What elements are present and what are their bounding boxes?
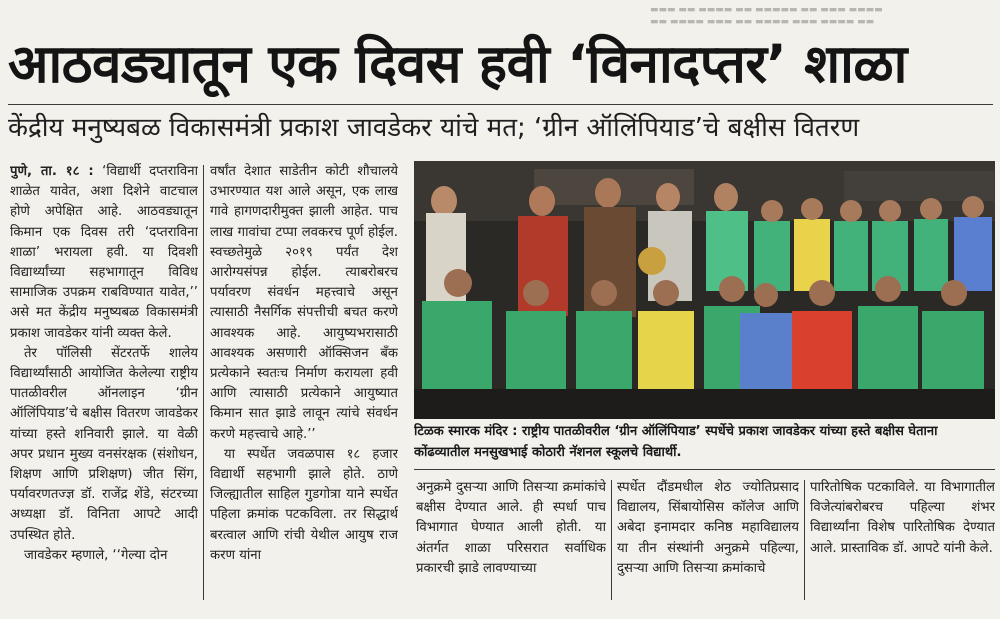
divider [414, 469, 995, 470]
article-column-3 [416, 478, 606, 602]
column-rule [611, 480, 612, 600]
paragraph: पारितोषिक पटकाविले. या विभागातील विजेत्यांबरोबरच पहिल्या शंभर विद्यार्थ्यांना विशेष पारितोषिक देण्यात आले. प्रास्ताविक डॉ. आपटे यांनी केले. [810, 480, 995, 556]
divider [8, 104, 993, 105]
paragraph: वर्षांत देशात साडेतीन कोटी शौचालये उभारण्यात यश आले असून, एक लाख गावे हागणदारीमुक्त झाली आहेत. पाच लाख गावांचा टप्पा लवकरच पूर्ण होईल. स्वच्छतेमुळे २०१९ पर्यंत देश आरोग्यसंपन्न होईल. त्याबरोबरच पर्यावरण संवर्धन महत्त्वाचे असून त्यासाठी नैसर्गिक संपत्तीची बचत करणे आवश्यक आहे. आयुष्यभरासाठी आवश्यक असणारी ऑक्सिजन बँक प्रत्येकाने स्वतःच निर्माण करायला हवी आणि त्यासाठी प्रत्येकाने आयुष्यात किमान सात झाडे लावून त्यांचे संवर्धन करणे महत्त्वाचे आहे.’’ [210, 164, 398, 442]
caption-text: राष्ट्रीय पातळीवरील ‘ग्रीन ऑलिंपियाड’ स्पर्धेचे प्रकाश जावडेकर यांच्या हस्ते बक्षीस घेताना कोंढव्यातील मनसुखभाई कोठारी नॅशनल स्कूलचे विद्यार्थी. [414, 424, 938, 460]
subheadline: केंद्रीय मनुष्यबळ विकासमंत्री प्रकाश जावडेकर यांचे मत; ‘ग्रीन ऑलिंपियाड’चे बक्षीस वितरण [8, 113, 860, 143]
article-column-1 [10, 162, 198, 602]
paragraph: स्पर्धेत दौंडमधील शेठ ज्योतिप्रसाद विद्यालय, सिंबायोसिस कॉलेज आणि अबेदा इनामदार कनिष्ठ महाविद्यालय या तीन संस्थांनी अनुक्रमे पहिल्या, दुसऱ्या आणि तिसऱ्या क्रमांकाचे [617, 480, 799, 576]
dateline: पुणे, ता. १८ : [10, 164, 94, 179]
paragraph: अनुक्रमे दुसऱ्या आणि तिसऱ्या क्रमांकांचे बक्षीस देण्यात आले. ही स्पर्धा पाच विभागात घेण्यात आली होती. या अंतर्गत शाळा परिसरात सर्वाधिक प्रकारची झाडे लावण्याच्या [416, 480, 606, 576]
article-column-5 [810, 478, 995, 602]
article-column-4 [617, 478, 799, 602]
headline: आठवड्यातून एक दिवस हवी ‘विनादप्तर’ शाळा [8, 34, 907, 95]
caption-label: टिळक स्मारक मंदिर : [414, 424, 518, 439]
column-rule [203, 165, 204, 600]
article-column-2 [210, 162, 398, 602]
paragraph: ‘विद्यार्थी दप्तराविना शाळेत यावेत, अशा दिशेने वाटचाल होणे अपेक्षित आहे. आठवड्यातून किमान एक दिवस तरी ‘दप्तराविना शाळा’ भरायला हवी. या दिवशी विद्यार्थ्यांच्या सहभागातून विविध सामाजिक उपक्रम राबविण्यात यावेत,’’ असे मत केंद्रीय मनुष्यबळ विकासमंत्री प्रकाश जावडेकर यांनी व्यक्त केले. [10, 164, 198, 341]
paragraph: तेर पॉलिसी सेंटरतर्फे शालेय विद्यार्थ्यांसाठी आयोजित केलेल्या राष्ट्रीय पातळीवरील ऑनलाइन ‘ग्रीन ऑलिंपियाड’चे बक्षीस वितरण जावडेकर यांच्या हस्ते शनिवारी झाले. या वेळी अपर प्रधान मुख्य वनसंरक्षक (संशोधन, शिक्षण आणि प्रशिक्षण) जीत सिंग, पर्यावरणतज्ज्ञ डॉ. राजेंद्र शेंडे, संटरच्या अध्यक्षा डॉ. विनिता आपटे आदी उपस्थित होते. [10, 345, 198, 543]
paragraph: या स्पर्धेत जवळपास १८ हजार विद्यार्थी सहभागी झाले होते. ठाणे जिल्ह्यातील साहिल गुडगोत्रा याने स्पर्धेत पहिला क्रमांक पटकविला. तर सिद्धार्थ बरत्वाल आणि रांची येथील आयुष राज करण यांना [210, 446, 398, 563]
event-photo [414, 161, 995, 419]
adjacent-article-bleed: ▬▬▬ ▬▬ ▬▬▬▬ ▬▬ ▬▬▬▬▬ ▬▬ ▬▬▬ ▬▬▬▬ ▬▬ ▬▬▬▬ ▬▬▬ ▬▬ ▬▬▬▬ ▬▬▬ ▬▬▬▬ ▬▬ [650, 5, 883, 27]
column-rule [804, 480, 805, 600]
photo-caption [414, 421, 995, 465]
paragraph: जावडेकर म्हणाले, ‘‘गेल्या दोन [24, 547, 168, 563]
